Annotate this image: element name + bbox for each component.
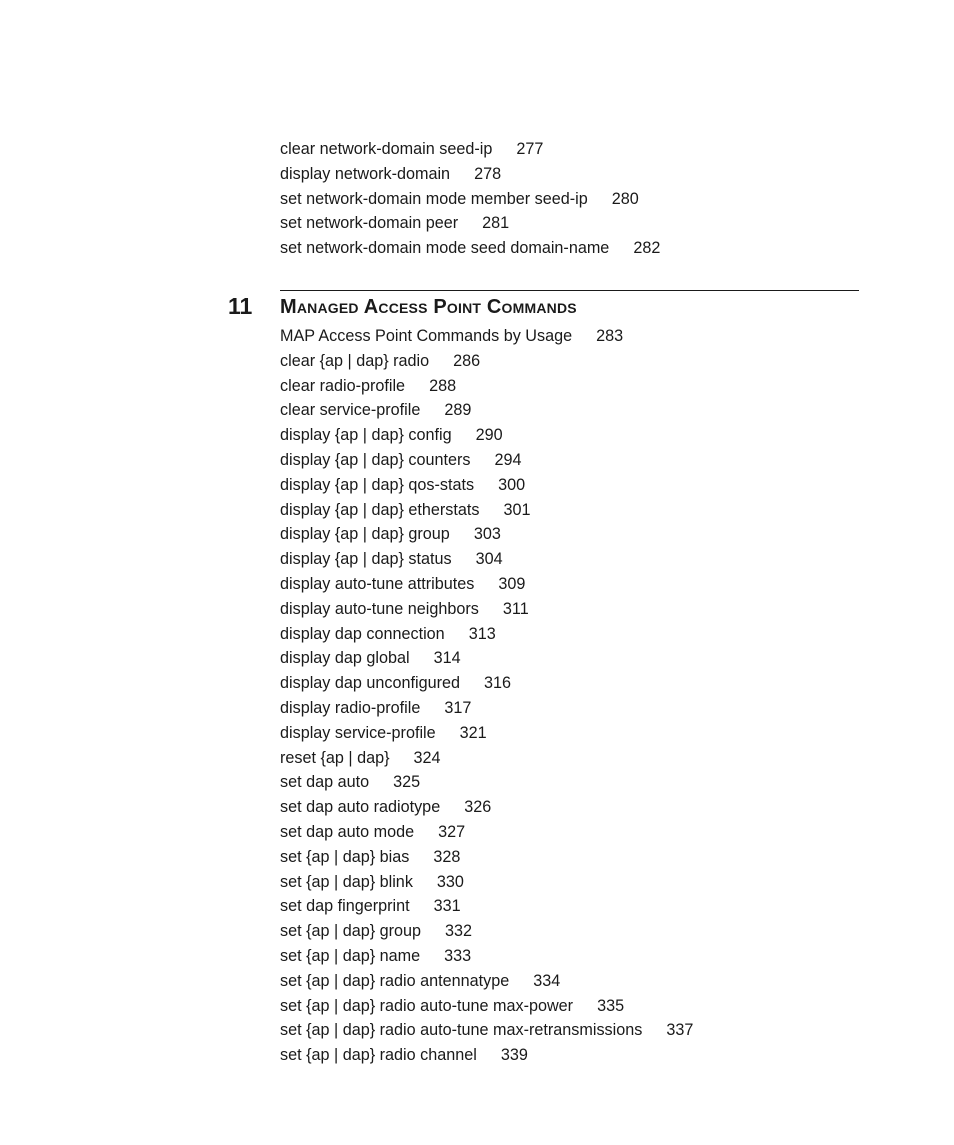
toc-entry[interactable] bbox=[280, 1018, 693, 1043]
toc-entry-title: set dap auto radiotype bbox=[280, 798, 441, 817]
toc-entry-page-number: 280 bbox=[611, 189, 639, 208]
toc-entry-title: display dap global bbox=[280, 649, 410, 668]
toc-entry-page-number: 289 bbox=[444, 401, 472, 420]
toc-entry-page-number: 313 bbox=[468, 624, 496, 643]
toc-entry[interactable] bbox=[280, 423, 693, 448]
toc-entry[interactable] bbox=[280, 820, 693, 845]
toc-entry[interactable] bbox=[280, 547, 693, 572]
toc-entry[interactable] bbox=[280, 597, 693, 622]
toc-entry-page-number: 337 bbox=[666, 1021, 694, 1040]
toc-entry-title: clear {ap | dap} radio bbox=[280, 351, 430, 370]
toc-entry[interactable] bbox=[280, 646, 693, 671]
toc-entry-title: set {ap | dap} group bbox=[280, 922, 422, 941]
toc-entry-page-number: 303 bbox=[473, 525, 501, 544]
toc-entry-title: display {ap | dap} qos-stats bbox=[280, 475, 475, 494]
toc-entry-page-number: 324 bbox=[413, 748, 441, 767]
toc-entry-page-number: 278 bbox=[474, 164, 502, 183]
toc-entry[interactable] bbox=[280, 211, 660, 236]
toc-entry-title: display {ap | dap} status bbox=[280, 550, 452, 569]
toc-entry-title: set {ap | dap} bias bbox=[280, 847, 410, 866]
toc-entry[interactable] bbox=[280, 374, 693, 399]
toc-entry-title: display dap unconfigured bbox=[280, 674, 460, 693]
toc-entry-title: set dap auto bbox=[280, 773, 370, 792]
toc-entry[interactable] bbox=[280, 448, 693, 473]
toc-entry[interactable] bbox=[280, 572, 693, 597]
toc-entry-page-number: 321 bbox=[459, 723, 487, 742]
toc-entry-page-number: 330 bbox=[436, 872, 464, 891]
toc-entry[interactable] bbox=[280, 522, 693, 547]
toc-entry[interactable] bbox=[280, 137, 660, 162]
toc-entry-page-number: 317 bbox=[444, 698, 472, 717]
toc-entry[interactable] bbox=[280, 236, 660, 261]
toc-entry-page-number: 327 bbox=[438, 822, 466, 841]
toc-entry-title: clear service-profile bbox=[280, 401, 421, 420]
toc-entry-page-number: 334 bbox=[533, 971, 561, 990]
preceding-toc-list bbox=[280, 137, 660, 261]
toc-entry[interactable] bbox=[280, 162, 660, 187]
toc-entry-title: set {ap | dap} radio auto-tune max-retransmissions bbox=[280, 1021, 643, 1040]
toc-entry-page-number: 301 bbox=[503, 500, 531, 519]
toc-entry-title: set network-domain peer bbox=[280, 214, 459, 233]
toc-entry-page-number: 325 bbox=[393, 773, 421, 792]
toc-entry-page-number: 277 bbox=[516, 140, 544, 158]
toc-entry-page-number: 316 bbox=[484, 674, 512, 693]
toc-entry-page-number: 328 bbox=[433, 847, 461, 866]
toc-entry[interactable] bbox=[280, 994, 693, 1019]
toc-entry-page-number: 314 bbox=[433, 649, 461, 668]
toc-entry-page-number: 282 bbox=[633, 239, 661, 258]
toc-entry-page-number: 290 bbox=[475, 426, 503, 445]
toc-entry[interactable] bbox=[280, 944, 693, 969]
toc-entry[interactable] bbox=[280, 1043, 693, 1068]
toc-entry-page-number: 332 bbox=[445, 922, 473, 941]
toc-entry-page-number: 311 bbox=[502, 599, 529, 618]
toc-entry[interactable] bbox=[280, 721, 693, 746]
toc-entry-title: set {ap | dap} name bbox=[280, 946, 421, 965]
chapter-toc-list bbox=[280, 324, 693, 1068]
chapter-divider bbox=[280, 290, 859, 291]
toc-entry-title: clear network-domain seed-ip bbox=[280, 140, 493, 158]
toc-entry[interactable] bbox=[280, 398, 693, 423]
toc-entry-page-number: 304 bbox=[475, 550, 503, 569]
toc-entry-title: display network-domain bbox=[280, 164, 451, 183]
toc-entry-title: display dap connection bbox=[280, 624, 445, 643]
toc-entry[interactable] bbox=[280, 870, 693, 895]
toc-entry[interactable] bbox=[280, 473, 693, 498]
toc-entry[interactable] bbox=[280, 746, 693, 771]
toc-entry[interactable] bbox=[280, 696, 693, 721]
toc-entry[interactable] bbox=[280, 795, 693, 820]
chapter-number: 11 bbox=[228, 293, 253, 319]
toc-entry[interactable] bbox=[280, 671, 693, 696]
toc-entry-title: set network-domain mode member seed-ip bbox=[280, 189, 588, 208]
toc-entry-title: display radio-profile bbox=[280, 698, 421, 717]
toc-entry[interactable] bbox=[280, 324, 693, 349]
toc-entry-title: display {ap | dap} etherstats bbox=[280, 500, 480, 519]
toc-entry-title: MAP Access Point Commands by Usage bbox=[280, 327, 573, 345]
toc-entry-page-number: 300 bbox=[498, 475, 526, 494]
toc-entry-page-number: 309 bbox=[498, 574, 526, 593]
toc-entry-title: set network-domain mode seed domain-name bbox=[280, 239, 610, 258]
toc-entry-title: display {ap | dap} group bbox=[280, 525, 450, 544]
toc-entry[interactable] bbox=[280, 969, 693, 994]
toc-entry-page-number: 326 bbox=[464, 798, 492, 817]
toc-entry-title: reset {ap | dap} bbox=[280, 748, 390, 767]
toc-entry[interactable] bbox=[280, 622, 693, 647]
toc-entry[interactable] bbox=[280, 349, 693, 374]
toc-entry-title: display auto-tune neighbors bbox=[280, 599, 479, 618]
chapter-title: Managed Access Point Commands bbox=[280, 296, 577, 318]
toc-entry[interactable] bbox=[280, 919, 693, 944]
toc-entry-title: set dap fingerprint bbox=[280, 897, 410, 916]
toc-entry-title: set {ap | dap} radio auto-tune max-power bbox=[280, 996, 574, 1015]
toc-entry-page-number: 288 bbox=[429, 376, 457, 395]
toc-entry[interactable] bbox=[280, 894, 693, 919]
toc-entry-page-number: 333 bbox=[444, 946, 472, 965]
toc-entry-page-number: 281 bbox=[482, 214, 510, 233]
toc-entry[interactable] bbox=[280, 770, 693, 795]
toc-entry-page-number: 283 bbox=[596, 327, 624, 345]
toc-entry-title: set {ap | dap} blink bbox=[280, 872, 413, 891]
toc-entry-title: display service-profile bbox=[280, 723, 436, 742]
toc-entry-title: display {ap | dap} config bbox=[280, 426, 452, 445]
toc-entry[interactable] bbox=[280, 845, 693, 870]
toc-entry-title: display {ap | dap} counters bbox=[280, 450, 471, 469]
toc-entry[interactable] bbox=[280, 498, 693, 523]
toc-entry-page-number: 286 bbox=[453, 351, 481, 370]
toc-entry-page-number: 331 bbox=[433, 897, 461, 916]
toc-entry-title: set dap auto mode bbox=[280, 822, 415, 841]
toc-entry-title: set {ap | dap} radio channel bbox=[280, 1046, 477, 1065]
toc-entry-page-number: 339 bbox=[500, 1046, 528, 1065]
toc-entry-title: display auto-tune attributes bbox=[280, 574, 475, 593]
toc-entry-page-number: 335 bbox=[597, 996, 625, 1015]
toc-entry-title: clear radio-profile bbox=[280, 376, 406, 395]
toc-entry[interactable] bbox=[280, 187, 660, 212]
toc-entry-title: set {ap | dap} radio antennatype bbox=[280, 971, 510, 990]
toc-entry-page-number: 294 bbox=[494, 450, 522, 469]
